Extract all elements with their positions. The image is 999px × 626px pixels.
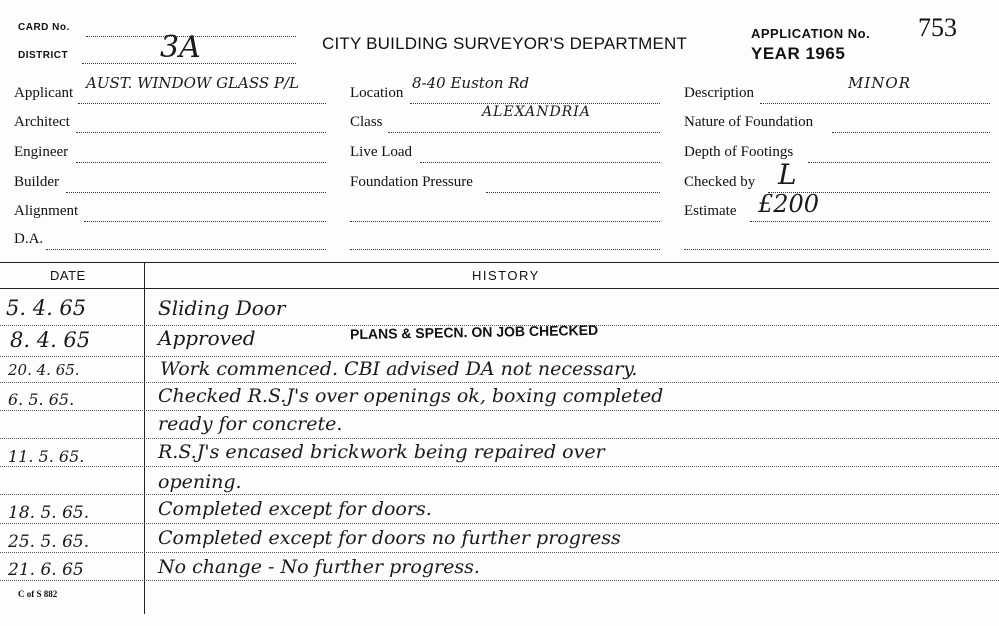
history-text: Approved xyxy=(158,326,256,350)
district-value: 3A xyxy=(160,30,201,65)
history-date: 5. 4. 65 xyxy=(6,296,87,320)
nature-of-foundation-label: Nature of Foundation xyxy=(684,114,814,130)
district-label: DISTRICT xyxy=(18,50,69,61)
description-value: MINOR xyxy=(848,74,912,92)
live-load-label: Live Load xyxy=(350,144,413,160)
history-rule xyxy=(0,438,999,439)
class-label: Class xyxy=(350,114,383,130)
history-header-rule xyxy=(0,288,999,289)
live-load-line xyxy=(420,162,660,163)
history-text: Checked R.S.J's over openings ok, boxing completed xyxy=(158,385,664,407)
foundation-pressure-line xyxy=(486,192,660,193)
nature-of-foundation-line xyxy=(832,132,990,133)
history-date: 6. 5. 65. xyxy=(8,390,75,409)
checked-stamp: PLANS & SPECN. ON JOB CHECKED xyxy=(349,321,599,343)
history-rule xyxy=(0,580,999,581)
application-no-label: APPLICATION No. xyxy=(751,26,871,41)
history-text: Work commenced. CBI advised DA not necessary. xyxy=(160,358,638,380)
history-text: ready for concrete. xyxy=(158,413,343,435)
history-top-rule xyxy=(0,262,999,263)
history-rule xyxy=(0,356,999,357)
da-line xyxy=(46,249,326,250)
col3-blank-line xyxy=(684,249,990,250)
date-column-header: DATE xyxy=(50,268,86,283)
history-rule xyxy=(0,466,999,467)
history-text: R.S.J's encased brickwork being repaired over xyxy=(158,441,605,463)
checked-by-label: Checked by xyxy=(684,174,756,190)
history-date: 8. 4. 65 xyxy=(10,328,91,352)
form-code: C of S 882 xyxy=(18,589,58,599)
class-line xyxy=(388,132,660,133)
history-text: Completed except for doors. xyxy=(158,498,432,520)
foundation-pressure-label: Foundation Pressure xyxy=(350,174,473,190)
location-value: 8-40 Euston Rd xyxy=(412,74,530,92)
location-label: Location xyxy=(350,85,404,101)
builder-line xyxy=(66,192,326,193)
architect-line xyxy=(76,132,326,133)
history-date: 20. 4. 65. xyxy=(8,361,80,379)
history-rule xyxy=(0,523,999,524)
history-date: 25. 5. 65. xyxy=(8,532,90,552)
estimate-value: £200 xyxy=(758,190,820,218)
location-value-suburb: ALEXANDRIA xyxy=(482,104,591,120)
description-line xyxy=(760,103,990,104)
applicant-value: AUST. WINDOW GLASS P/L xyxy=(86,74,300,92)
engineer-line xyxy=(76,162,326,163)
application-number: 753 xyxy=(918,13,957,42)
history-text: Sliding Door xyxy=(158,296,286,320)
history-date: 21. 6. 65 xyxy=(8,560,84,580)
year-label: YEAR 1965 xyxy=(751,44,846,63)
architect-label: Architect xyxy=(14,114,70,130)
engineer-label: Engineer xyxy=(14,144,69,160)
history-rule xyxy=(0,382,999,383)
card-no-label: CARD No. xyxy=(18,22,70,33)
da-label: D.A. xyxy=(14,231,44,247)
depth-of-footings-label: Depth of Footings xyxy=(684,144,794,160)
history-date: 18. 5. 65. xyxy=(8,503,90,523)
builder-label: Builder xyxy=(14,174,59,190)
estimate-label: Estimate xyxy=(684,203,737,219)
applicant-line xyxy=(78,103,326,104)
history-rule xyxy=(0,552,999,553)
history-rule xyxy=(0,494,999,495)
col2-blank-line-2 xyxy=(350,249,660,250)
applicant-label: Applicant xyxy=(14,85,74,101)
alignment-line xyxy=(84,221,326,222)
history-text: Completed except for doors no further progress xyxy=(158,527,621,549)
history-text: opening. xyxy=(158,471,242,493)
history-date: 11. 5. 65. xyxy=(8,447,85,466)
checked-by-value: L xyxy=(778,158,797,191)
alignment-label: Alignment xyxy=(14,203,79,219)
description-label: Description xyxy=(684,85,754,101)
department-title: CITY BUILDING SURVEYOR'S DEPARTMENT xyxy=(322,34,688,53)
estimate-line xyxy=(750,221,990,222)
history-rule xyxy=(0,410,999,411)
depth-of-footings-line xyxy=(808,162,990,163)
col2-blank-line-1 xyxy=(350,221,660,222)
history-text: No change - No further progress. xyxy=(158,556,480,578)
history-column-header: HISTORY xyxy=(472,268,540,283)
